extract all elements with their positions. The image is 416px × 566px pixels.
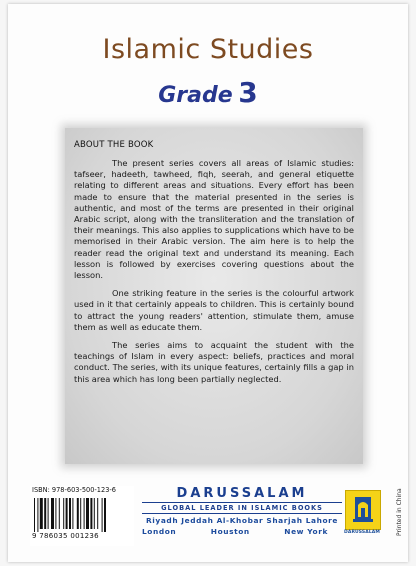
book-title: Islamic Studies xyxy=(102,34,314,65)
city: Al-Khobar xyxy=(216,516,264,525)
city: Sharjah xyxy=(266,516,303,525)
city: Lahore xyxy=(305,516,338,525)
city: New York xyxy=(284,526,328,536)
barcode-icon xyxy=(34,498,130,532)
city: Houston xyxy=(210,526,250,536)
city: Jeddah xyxy=(181,516,214,525)
about-paragraph: The series aims to acquaint the student with the teachings of Islam in every aspect: beliefs, practices and moral conduct. The series, with its unique features, certainly fills a gap in this area which has long been partially neglected. xyxy=(74,340,354,384)
grade-word: Grade xyxy=(158,83,233,108)
publisher-cities xyxy=(142,516,342,537)
grade-number: 3 xyxy=(238,76,258,109)
about-text xyxy=(74,158,354,392)
cities-row-2 xyxy=(142,527,342,538)
printed-in-label: Printed in China xyxy=(396,488,403,536)
isbn-label: ISBN: 978-603-500-123-6 xyxy=(32,486,116,494)
city: London xyxy=(142,526,177,536)
city: Riyadh xyxy=(146,516,179,525)
logo-label: DARUSSALAM xyxy=(344,530,380,535)
darussalam-logo-icon xyxy=(345,490,381,530)
grade-label xyxy=(8,76,408,109)
publisher-block xyxy=(142,486,342,537)
publisher-name: DARUSSALAM xyxy=(176,486,308,501)
book-back-cover xyxy=(8,4,408,562)
cities-row-1 xyxy=(142,516,342,527)
isbn-barcode-block xyxy=(30,486,134,546)
about-the-book-panel xyxy=(65,128,363,464)
about-heading: ABOUT THE BOOK xyxy=(74,140,154,150)
about-paragraph: One striking feature in the series is the colourful artwork used in it that certainly appeals to children. This is certainly bound to attract the young readers' attention, stimulate them, amuse them as well as educate them. xyxy=(74,288,354,332)
barcode-digits: 9 786035 001236 xyxy=(32,532,99,540)
about-paragraph: The present series covers all areas of Islamic studies: tafseer, hadeeth, tawheed, fiqh, seerah, and general etiquette relating to different areas and situations. Every effort has been made to ensure that the material presented in the series is authentic, and most of the terms are presented in their original Arabic script, along with the transliteration and the translation of their meanings. This also applies to supplications which have to be memorised in their Arabic version. The aim here is to help the reader read the original text and understand its meaning. Each lesson is followed by exercises covering questions about the lesson. xyxy=(74,158,354,281)
publisher-tagline: GLOBAL LEADER IN ISLAMIC BOOKS xyxy=(142,502,342,514)
